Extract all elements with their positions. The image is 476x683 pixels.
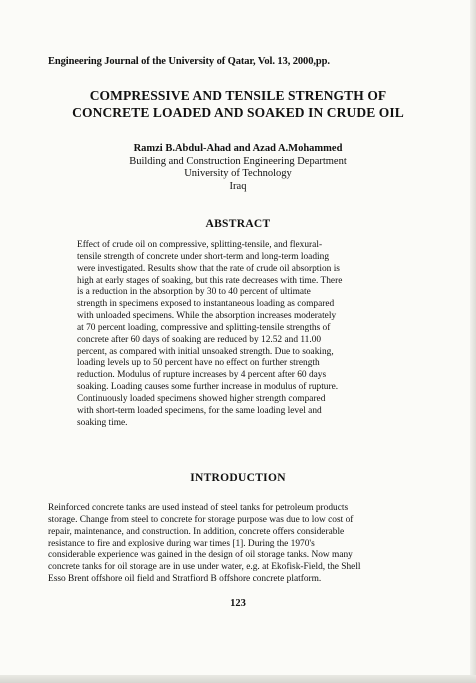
affiliation-line: Building and Construction Engineering Department: [129, 155, 347, 167]
abstract-line: concrete after 60 days of soaking are reduced by 12.52 and 11.00: [77, 334, 322, 345]
abstract-line: is a reduction in the absorption by 30 to 40 percent of ultimate: [77, 287, 311, 298]
abstract-line: with unloaded specimens. While the absorption increases moderately: [77, 311, 337, 322]
abstract-line: Continuously loaded specimens showed higher strength compared: [77, 393, 326, 404]
abstract-line: Effect of crude oil on compressive, splitting-tensile, and flexural-: [77, 240, 323, 250]
introduction-line: storage. Change from steel to concrete for storage purpose was due to low cost of: [48, 514, 354, 525]
introduction-line: considerable experience was gained in the design of oil storage tanks. Now many: [48, 550, 353, 561]
page-number: 123: [230, 598, 246, 609]
abstract-line: at 70 percent loading, compressive and splitting-tensile strengths of: [77, 322, 331, 333]
affiliation-line: University of Technology: [184, 168, 292, 179]
affiliation-line: Iraq: [229, 180, 247, 192]
scan-edge-bottom: [0, 675, 476, 683]
abstract-line: reduction. Modulus of rupture increases by 4 percent after 60 days: [77, 370, 327, 381]
abstract-line: percent, as compared with initial unsoaked strength. Due to soaking,: [77, 346, 334, 357]
introduction-heading: INTRODUCTION: [190, 472, 286, 484]
abstract-body: [77, 240, 389, 430]
introduction-line: Esso Brent offshore oil field and Stratfiord B offshore concrete platform.: [48, 574, 322, 585]
abstract-line: were investigated. Results show that the rate of crude oil absorption is: [77, 263, 340, 274]
scan-edge-right: [470, 0, 476, 683]
introduction-line: resistance to fire and explosive during war times [1]. During the 1970's: [48, 538, 315, 549]
introduction-line: concrete tanks for oil storage are in use under water, e.g. at Ekofisk-Field, the Shell: [48, 562, 361, 573]
introduction-line: repair, maintenance, and construction. In addition, concrete offers considerable: [48, 526, 345, 537]
introduction-line: Reinforced concrete tanks are used instead of steel tanks for petroleum products: [48, 503, 349, 513]
abstract-line: soaking. Loading causes some further increase in modulus of rupture.: [77, 382, 339, 393]
abstract-line: soaking time.: [77, 417, 128, 428]
introduction-body: [48, 503, 430, 586]
abstract-line: high at early stages of soaking, but this rate decreases with time. There: [77, 275, 343, 286]
abstract-heading: ABSTRACT: [205, 218, 271, 230]
abstract-line: with short-term loaded specimens, for the same loading level and: [77, 405, 322, 416]
journal-header: Engineering Journal of the University of Qatar, Vol. 13, 2000,pp.: [48, 56, 330, 67]
paper-title: [0, 87, 476, 121]
author-block: [0, 143, 476, 193]
author-names: Ramzi B.Abdul-Ahad and Azad A.Mohammed: [133, 143, 343, 154]
abstract-line: loading levels up to 50 percent have no effect on further strength: [77, 358, 320, 369]
abstract-line: tensile strength of concrete under short-term and long-term loading: [77, 251, 330, 262]
title-line: CONCRETE LOADED AND SOAKED IN CRUDE OIL: [72, 105, 404, 120]
abstract-line: strength in specimens exposed to instantaneous loading as compared: [77, 299, 335, 310]
title-line: COMPRESSIVE AND TENSILE STRENGTH OF: [89, 88, 387, 103]
